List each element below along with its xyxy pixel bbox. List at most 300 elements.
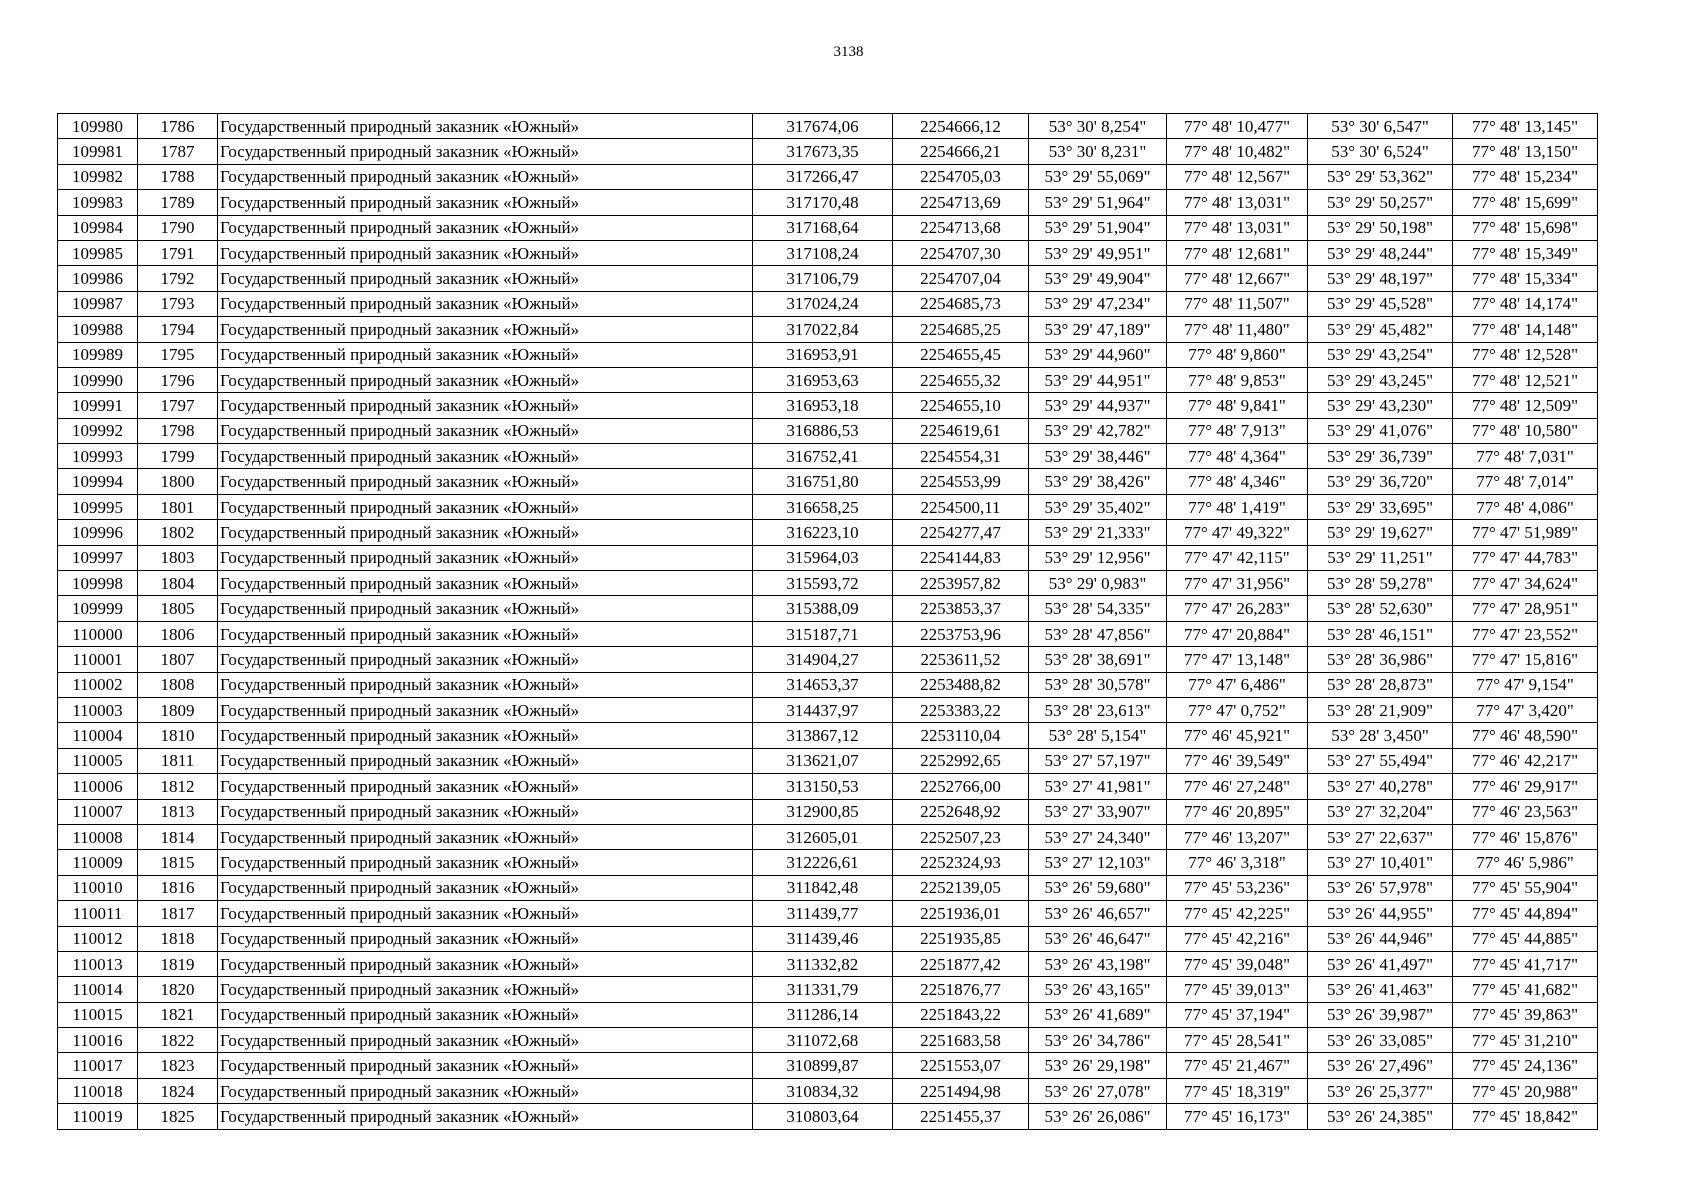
latitude-cell: 53° 29' 47,234" — [1029, 291, 1167, 316]
x-coordinate-cell: 311439,46 — [753, 926, 893, 951]
table-row — [58, 1104, 1598, 1129]
territory-name-cell: Государственный природный заказник «Южный» — [218, 291, 753, 316]
longitude-cell: 77° 48' 12,567" — [1167, 164, 1308, 189]
longitude-cell: 77° 46' 39,549" — [1167, 748, 1308, 773]
latitude-alt-cell: 53° 26' 44,955" — [1308, 901, 1453, 926]
territory-name-cell: Государственный природный заказник «Южный» — [218, 723, 753, 748]
latitude-alt-cell: 53° 26' 25,377" — [1308, 1078, 1453, 1103]
row-id-cell: 109995 — [58, 494, 138, 519]
longitude-alt-cell: 77° 48' 13,145" — [1453, 114, 1598, 139]
territory-name-cell: Государственный природный заказник «Южный» — [218, 494, 753, 519]
y-coordinate-cell: 2253753,96 — [893, 621, 1029, 646]
longitude-cell: 77° 45' 42,216" — [1167, 926, 1308, 951]
latitude-alt-cell: 53° 29' 11,251" — [1308, 545, 1453, 570]
y-coordinate-cell: 2254277,47 — [893, 520, 1029, 545]
row-id-cell: 110002 — [58, 672, 138, 697]
latitude-cell: 53° 29' 49,904" — [1029, 266, 1167, 291]
latitude-alt-cell: 53° 29' 36,739" — [1308, 444, 1453, 469]
latitude-cell: 53° 28' 5,154" — [1029, 723, 1167, 748]
table-row — [58, 545, 1598, 570]
x-coordinate-cell: 316953,63 — [753, 367, 893, 392]
x-coordinate-cell: 311332,82 — [753, 951, 893, 976]
x-coordinate-cell: 316886,53 — [753, 418, 893, 443]
longitude-cell: 77° 48' 7,913" — [1167, 418, 1308, 443]
y-coordinate-cell: 2252324,93 — [893, 850, 1029, 875]
x-coordinate-cell: 310899,87 — [753, 1053, 893, 1078]
territory-name-cell: Государственный природный заказник «Южный» — [218, 164, 753, 189]
longitude-alt-cell: 77° 45' 41,717" — [1453, 951, 1598, 976]
y-coordinate-cell: 2254553,99 — [893, 469, 1029, 494]
latitude-alt-cell: 53° 27' 55,494" — [1308, 748, 1453, 773]
y-coordinate-cell: 2253383,22 — [893, 697, 1029, 722]
latitude-alt-cell: 53° 29' 45,528" — [1308, 291, 1453, 316]
row-id-cell: 109997 — [58, 545, 138, 570]
latitude-cell: 53° 26' 27,078" — [1029, 1078, 1167, 1103]
territory-name-cell: Государственный природный заказник «Южный» — [218, 647, 753, 672]
row-id-cell: 110001 — [58, 647, 138, 672]
point-number-cell: 1788 — [138, 164, 218, 189]
x-coordinate-cell: 314904,27 — [753, 647, 893, 672]
latitude-alt-cell: 53° 30' 6,547" — [1308, 114, 1453, 139]
x-coordinate-cell: 313150,53 — [753, 774, 893, 799]
table-row — [58, 672, 1598, 697]
longitude-alt-cell: 77° 46' 23,563" — [1453, 799, 1598, 824]
longitude-alt-cell: 77° 47' 34,624" — [1453, 571, 1598, 596]
y-coordinate-cell: 2251877,42 — [893, 951, 1029, 976]
x-coordinate-cell: 312226,61 — [753, 850, 893, 875]
x-coordinate-cell: 311842,48 — [753, 875, 893, 900]
y-coordinate-cell: 2251935,85 — [893, 926, 1029, 951]
point-number-cell: 1797 — [138, 393, 218, 418]
longitude-alt-cell: 77° 46' 5,986" — [1453, 850, 1598, 875]
y-coordinate-cell: 2254707,30 — [893, 240, 1029, 265]
table-row — [58, 1078, 1598, 1103]
territory-name-cell: Государственный природный заказник «Южный» — [218, 926, 753, 951]
table-row — [58, 114, 1598, 139]
y-coordinate-cell: 2253611,52 — [893, 647, 1029, 672]
latitude-cell: 53° 26' 43,198" — [1029, 951, 1167, 976]
latitude-alt-cell: 53° 28' 59,278" — [1308, 571, 1453, 596]
longitude-cell: 77° 46' 13,207" — [1167, 824, 1308, 849]
x-coordinate-cell: 316751,80 — [753, 469, 893, 494]
x-coordinate-cell: 316752,41 — [753, 444, 893, 469]
x-coordinate-cell: 310834,32 — [753, 1078, 893, 1103]
latitude-cell: 53° 27' 57,197" — [1029, 748, 1167, 773]
y-coordinate-cell: 2254713,69 — [893, 190, 1029, 215]
longitude-cell: 77° 48' 13,031" — [1167, 190, 1308, 215]
point-number-cell: 1821 — [138, 1002, 218, 1027]
y-coordinate-cell: 2253110,04 — [893, 723, 1029, 748]
territory-name-cell: Государственный природный заказник «Южный» — [218, 367, 753, 392]
longitude-cell: 77° 48' 10,482" — [1167, 139, 1308, 164]
longitude-alt-cell: 77° 48' 14,148" — [1453, 317, 1598, 342]
latitude-cell: 53° 27' 12,103" — [1029, 850, 1167, 875]
row-id-cell: 110016 — [58, 1028, 138, 1053]
longitude-cell: 77° 48' 11,507" — [1167, 291, 1308, 316]
longitude-alt-cell: 77° 48' 12,509" — [1453, 393, 1598, 418]
latitude-cell: 53° 30' 8,254" — [1029, 114, 1167, 139]
table-row — [58, 926, 1598, 951]
y-coordinate-cell: 2251683,58 — [893, 1028, 1029, 1053]
x-coordinate-cell: 315593,72 — [753, 571, 893, 596]
row-id-cell: 109989 — [58, 342, 138, 367]
latitude-alt-cell: 53° 28' 46,151" — [1308, 621, 1453, 646]
table-row — [58, 875, 1598, 900]
y-coordinate-cell: 2253853,37 — [893, 596, 1029, 621]
table-row — [58, 723, 1598, 748]
latitude-alt-cell: 53° 26' 39,987" — [1308, 1002, 1453, 1027]
x-coordinate-cell: 310803,64 — [753, 1104, 893, 1129]
longitude-cell: 77° 47' 26,283" — [1167, 596, 1308, 621]
latitude-alt-cell: 53° 26' 24,385" — [1308, 1104, 1453, 1129]
longitude-alt-cell: 77° 46' 48,590" — [1453, 723, 1598, 748]
longitude-cell: 77° 48' 10,477" — [1167, 114, 1308, 139]
territory-name-cell: Государственный природный заказник «Южный» — [218, 621, 753, 646]
table-row — [58, 621, 1598, 646]
latitude-alt-cell: 53° 29' 43,254" — [1308, 342, 1453, 367]
latitude-cell: 53° 26' 46,647" — [1029, 926, 1167, 951]
y-coordinate-cell: 2253488,82 — [893, 672, 1029, 697]
x-coordinate-cell: 317106,79 — [753, 266, 893, 291]
latitude-cell: 53° 29' 55,069" — [1029, 164, 1167, 189]
y-coordinate-cell: 2254705,03 — [893, 164, 1029, 189]
longitude-alt-cell: 77° 48' 13,150" — [1453, 139, 1598, 164]
point-number-cell: 1804 — [138, 571, 218, 596]
y-coordinate-cell: 2254666,21 — [893, 139, 1029, 164]
longitude-cell: 77° 46' 27,248" — [1167, 774, 1308, 799]
territory-name-cell: Государственный природный заказник «Южный» — [218, 697, 753, 722]
point-number-cell: 1824 — [138, 1078, 218, 1103]
point-number-cell: 1805 — [138, 596, 218, 621]
point-number-cell: 1787 — [138, 139, 218, 164]
latitude-cell: 53° 29' 51,964" — [1029, 190, 1167, 215]
territory-name-cell: Государственный природный заказник «Южный» — [218, 850, 753, 875]
x-coordinate-cell: 314653,37 — [753, 672, 893, 697]
x-coordinate-cell: 311072,68 — [753, 1028, 893, 1053]
table-row — [58, 494, 1598, 519]
coordinates-table-container — [57, 113, 1598, 1130]
point-number-cell: 1807 — [138, 647, 218, 672]
table-row — [58, 1053, 1598, 1078]
row-id-cell: 110007 — [58, 799, 138, 824]
latitude-alt-cell: 53° 29' 41,076" — [1308, 418, 1453, 443]
point-number-cell: 1809 — [138, 697, 218, 722]
y-coordinate-cell: 2254144,83 — [893, 545, 1029, 570]
point-number-cell: 1786 — [138, 114, 218, 139]
longitude-alt-cell: 77° 45' 55,904" — [1453, 875, 1598, 900]
latitude-cell: 53° 29' 44,937" — [1029, 393, 1167, 418]
row-id-cell: 110000 — [58, 621, 138, 646]
point-number-cell: 1810 — [138, 723, 218, 748]
x-coordinate-cell: 316953,18 — [753, 393, 893, 418]
table-row — [58, 697, 1598, 722]
latitude-alt-cell: 53° 27' 32,204" — [1308, 799, 1453, 824]
territory-name-cell: Государственный природный заказник «Южный» — [218, 469, 753, 494]
territory-name-cell: Государственный природный заказник «Южный» — [218, 215, 753, 240]
longitude-cell: 77° 47' 13,148" — [1167, 647, 1308, 672]
row-id-cell: 110005 — [58, 748, 138, 773]
latitude-alt-cell: 53° 28' 28,873" — [1308, 672, 1453, 697]
longitude-cell: 77° 48' 4,364" — [1167, 444, 1308, 469]
row-id-cell: 109999 — [58, 596, 138, 621]
territory-name-cell: Государственный природный заказник «Южный» — [218, 190, 753, 215]
point-number-cell: 1814 — [138, 824, 218, 849]
table-row — [58, 418, 1598, 443]
y-coordinate-cell: 2254655,32 — [893, 367, 1029, 392]
longitude-alt-cell: 77° 47' 15,816" — [1453, 647, 1598, 672]
territory-name-cell: Государственный природный заказник «Южный» — [218, 342, 753, 367]
latitude-cell: 53° 28' 47,856" — [1029, 621, 1167, 646]
territory-name-cell: Государственный природный заказник «Южный» — [218, 1002, 753, 1027]
row-id-cell: 110008 — [58, 824, 138, 849]
row-id-cell: 109994 — [58, 469, 138, 494]
territory-name-cell: Государственный природный заказник «Южный» — [218, 1078, 753, 1103]
latitude-alt-cell: 53° 26' 33,085" — [1308, 1028, 1453, 1053]
coordinates-table — [57, 113, 1598, 1130]
row-id-cell: 109990 — [58, 367, 138, 392]
latitude-alt-cell: 53° 30' 6,524" — [1308, 139, 1453, 164]
longitude-cell: 77° 45' 21,467" — [1167, 1053, 1308, 1078]
point-number-cell: 1820 — [138, 977, 218, 1002]
latitude-cell: 53° 26' 59,680" — [1029, 875, 1167, 900]
table-row — [58, 266, 1598, 291]
row-id-cell: 109992 — [58, 418, 138, 443]
longitude-alt-cell: 77° 45' 44,885" — [1453, 926, 1598, 951]
longitude-alt-cell: 77° 48' 15,234" — [1453, 164, 1598, 189]
table-row — [58, 215, 1598, 240]
y-coordinate-cell: 2254685,25 — [893, 317, 1029, 342]
y-coordinate-cell: 2253957,82 — [893, 571, 1029, 596]
latitude-alt-cell: 53° 26' 41,463" — [1308, 977, 1453, 1002]
territory-name-cell: Государственный природный заказник «Южный» — [218, 393, 753, 418]
territory-name-cell: Государственный природный заказник «Южный» — [218, 901, 753, 926]
page-number: 3138 — [833, 44, 864, 60]
table-row — [58, 240, 1598, 265]
table-row — [58, 571, 1598, 596]
x-coordinate-cell: 317674,06 — [753, 114, 893, 139]
latitude-cell: 53° 29' 47,189" — [1029, 317, 1167, 342]
longitude-cell: 77° 45' 37,194" — [1167, 1002, 1308, 1027]
latitude-cell: 53° 29' 42,782" — [1029, 418, 1167, 443]
latitude-cell: 53° 26' 46,657" — [1029, 901, 1167, 926]
longitude-cell: 77° 46' 45,921" — [1167, 723, 1308, 748]
territory-name-cell: Государственный природный заказник «Южный» — [218, 114, 753, 139]
latitude-cell: 53° 26' 41,689" — [1029, 1002, 1167, 1027]
row-id-cell: 109993 — [58, 444, 138, 469]
x-coordinate-cell: 317673,35 — [753, 139, 893, 164]
longitude-cell: 77° 48' 4,346" — [1167, 469, 1308, 494]
latitude-cell: 53° 27' 24,340" — [1029, 824, 1167, 849]
longitude-alt-cell: 77° 48' 12,528" — [1453, 342, 1598, 367]
table-row — [58, 367, 1598, 392]
row-id-cell: 110014 — [58, 977, 138, 1002]
longitude-alt-cell: 77° 48' 14,174" — [1453, 291, 1598, 316]
point-number-cell: 1794 — [138, 317, 218, 342]
territory-name-cell: Государственный природный заказник «Южный» — [218, 596, 753, 621]
x-coordinate-cell: 315388,09 — [753, 596, 893, 621]
longitude-alt-cell: 77° 48' 4,086" — [1453, 494, 1598, 519]
y-coordinate-cell: 2254707,04 — [893, 266, 1029, 291]
y-coordinate-cell: 2254685,73 — [893, 291, 1029, 316]
y-coordinate-cell: 2254655,45 — [893, 342, 1029, 367]
latitude-cell: 53° 29' 35,402" — [1029, 494, 1167, 519]
latitude-cell: 53° 27' 41,981" — [1029, 774, 1167, 799]
y-coordinate-cell: 2252766,00 — [893, 774, 1029, 799]
x-coordinate-cell: 316658,25 — [753, 494, 893, 519]
y-coordinate-cell: 2251936,01 — [893, 901, 1029, 926]
row-id-cell: 110015 — [58, 1002, 138, 1027]
x-coordinate-cell: 315187,71 — [753, 621, 893, 646]
row-id-cell: 110006 — [58, 774, 138, 799]
row-id-cell: 109998 — [58, 571, 138, 596]
latitude-cell: 53° 29' 38,446" — [1029, 444, 1167, 469]
row-id-cell: 110004 — [58, 723, 138, 748]
longitude-alt-cell: 77° 46' 29,917" — [1453, 774, 1598, 799]
latitude-alt-cell: 53° 29' 36,720" — [1308, 469, 1453, 494]
latitude-alt-cell: 53° 28' 21,909" — [1308, 697, 1453, 722]
latitude-cell: 53° 27' 33,907" — [1029, 799, 1167, 824]
x-coordinate-cell: 312900,85 — [753, 799, 893, 824]
longitude-alt-cell: 77° 45' 18,842" — [1453, 1104, 1598, 1129]
table-row — [58, 317, 1598, 342]
point-number-cell: 1806 — [138, 621, 218, 646]
row-id-cell: 109981 — [58, 139, 138, 164]
row-id-cell: 109987 — [58, 291, 138, 316]
table-row — [58, 291, 1598, 316]
latitude-alt-cell: 53° 28' 3,450" — [1308, 723, 1453, 748]
latitude-cell: 53° 29' 21,333" — [1029, 520, 1167, 545]
row-id-cell: 109980 — [58, 114, 138, 139]
longitude-alt-cell: 77° 48' 15,334" — [1453, 266, 1598, 291]
longitude-cell: 77° 48' 9,853" — [1167, 367, 1308, 392]
table-row — [58, 342, 1598, 367]
latitude-cell: 53° 29' 51,904" — [1029, 215, 1167, 240]
latitude-alt-cell: 53° 27' 40,278" — [1308, 774, 1453, 799]
latitude-alt-cell: 53° 26' 44,946" — [1308, 926, 1453, 951]
point-number-cell: 1813 — [138, 799, 218, 824]
latitude-cell: 53° 28' 23,613" — [1029, 697, 1167, 722]
table-row — [58, 977, 1598, 1002]
y-coordinate-cell: 2252139,05 — [893, 875, 1029, 900]
latitude-cell: 53° 29' 0,983" — [1029, 571, 1167, 596]
longitude-alt-cell: 77° 45' 41,682" — [1453, 977, 1598, 1002]
x-coordinate-cell: 311286,14 — [753, 1002, 893, 1027]
longitude-alt-cell: 77° 48' 7,031" — [1453, 444, 1598, 469]
territory-name-cell: Государственный природный заказник «Южный» — [218, 951, 753, 976]
y-coordinate-cell: 2252648,92 — [893, 799, 1029, 824]
x-coordinate-cell: 317108,24 — [753, 240, 893, 265]
table-row — [58, 774, 1598, 799]
territory-name-cell: Государственный природный заказник «Южный» — [218, 444, 753, 469]
point-number-cell: 1811 — [138, 748, 218, 773]
row-id-cell: 109984 — [58, 215, 138, 240]
longitude-cell: 77° 48' 9,860" — [1167, 342, 1308, 367]
row-id-cell: 110018 — [58, 1078, 138, 1103]
longitude-alt-cell: 77° 47' 28,951" — [1453, 596, 1598, 621]
point-number-cell: 1801 — [138, 494, 218, 519]
table-row — [58, 393, 1598, 418]
territory-name-cell: Государственный природный заказник «Южный» — [218, 545, 753, 570]
longitude-cell: 77° 45' 39,048" — [1167, 951, 1308, 976]
longitude-alt-cell: 77° 46' 42,217" — [1453, 748, 1598, 773]
longitude-cell: 77° 48' 12,667" — [1167, 266, 1308, 291]
point-number-cell: 1825 — [138, 1104, 218, 1129]
latitude-cell: 53° 28' 30,578" — [1029, 672, 1167, 697]
longitude-alt-cell: 77° 47' 3,420" — [1453, 697, 1598, 722]
point-number-cell: 1799 — [138, 444, 218, 469]
table-row — [58, 164, 1598, 189]
longitude-cell: 77° 48' 1,419" — [1167, 494, 1308, 519]
x-coordinate-cell: 314437,97 — [753, 697, 893, 722]
territory-name-cell: Государственный природный заказник «Южный» — [218, 824, 753, 849]
longitude-alt-cell: 77° 45' 24,136" — [1453, 1053, 1598, 1078]
point-number-cell: 1818 — [138, 926, 218, 951]
row-id-cell: 110017 — [58, 1053, 138, 1078]
table-row — [58, 1002, 1598, 1027]
x-coordinate-cell: 317170,48 — [753, 190, 893, 215]
x-coordinate-cell: 317024,24 — [753, 291, 893, 316]
longitude-alt-cell: 77° 47' 23,552" — [1453, 621, 1598, 646]
latitude-alt-cell: 53° 29' 33,695" — [1308, 494, 1453, 519]
row-id-cell: 110011 — [58, 901, 138, 926]
latitude-alt-cell: 53° 29' 48,244" — [1308, 240, 1453, 265]
territory-name-cell: Государственный природный заказник «Южный» — [218, 520, 753, 545]
table-row — [58, 190, 1598, 215]
longitude-cell: 77° 47' 49,322" — [1167, 520, 1308, 545]
x-coordinate-cell: 317168,64 — [753, 215, 893, 240]
latitude-cell: 53° 29' 44,951" — [1029, 367, 1167, 392]
territory-name-cell: Государственный природный заказник «Южный» — [218, 1053, 753, 1078]
longitude-alt-cell: 77° 45' 31,210" — [1453, 1028, 1598, 1053]
longitude-cell: 77° 48' 12,681" — [1167, 240, 1308, 265]
table-body — [58, 114, 1598, 1130]
y-coordinate-cell: 2251843,22 — [893, 1002, 1029, 1027]
y-coordinate-cell: 2254554,31 — [893, 444, 1029, 469]
territory-name-cell: Государственный природный заказник «Южный» — [218, 774, 753, 799]
table-row — [58, 1028, 1598, 1053]
longitude-alt-cell: 77° 48' 12,521" — [1453, 367, 1598, 392]
point-number-cell: 1817 — [138, 901, 218, 926]
territory-name-cell: Государственный природный заказник «Южный» — [218, 748, 753, 773]
x-coordinate-cell: 311439,77 — [753, 901, 893, 926]
latitude-cell: 53° 26' 26,086" — [1029, 1104, 1167, 1129]
point-number-cell: 1822 — [138, 1028, 218, 1053]
longitude-alt-cell: 77° 48' 15,349" — [1453, 240, 1598, 265]
longitude-alt-cell: 77° 47' 9,154" — [1453, 672, 1598, 697]
table-row — [58, 901, 1598, 926]
latitude-alt-cell: 53° 29' 45,482" — [1308, 317, 1453, 342]
latitude-alt-cell: 53° 29' 43,230" — [1308, 393, 1453, 418]
row-id-cell: 110003 — [58, 697, 138, 722]
x-coordinate-cell: 311331,79 — [753, 977, 893, 1002]
territory-name-cell: Государственный природный заказник «Южный» — [218, 139, 753, 164]
latitude-cell: 53° 26' 29,198" — [1029, 1053, 1167, 1078]
table-row — [58, 647, 1598, 672]
point-number-cell: 1790 — [138, 215, 218, 240]
point-number-cell: 1802 — [138, 520, 218, 545]
territory-name-cell: Государственный природный заказник «Южный» — [218, 875, 753, 900]
longitude-cell: 77° 48' 11,480" — [1167, 317, 1308, 342]
latitude-cell: 53° 29' 12,956" — [1029, 545, 1167, 570]
longitude-cell: 77° 45' 18,319" — [1167, 1078, 1308, 1103]
x-coordinate-cell: 313621,07 — [753, 748, 893, 773]
longitude-cell: 77° 46' 20,895" — [1167, 799, 1308, 824]
longitude-cell: 77° 47' 6,486" — [1167, 672, 1308, 697]
latitude-alt-cell: 53° 26' 27,496" — [1308, 1053, 1453, 1078]
row-id-cell: 109982 — [58, 164, 138, 189]
latitude-alt-cell: 53° 28' 36,986" — [1308, 647, 1453, 672]
x-coordinate-cell: 312605,01 — [753, 824, 893, 849]
